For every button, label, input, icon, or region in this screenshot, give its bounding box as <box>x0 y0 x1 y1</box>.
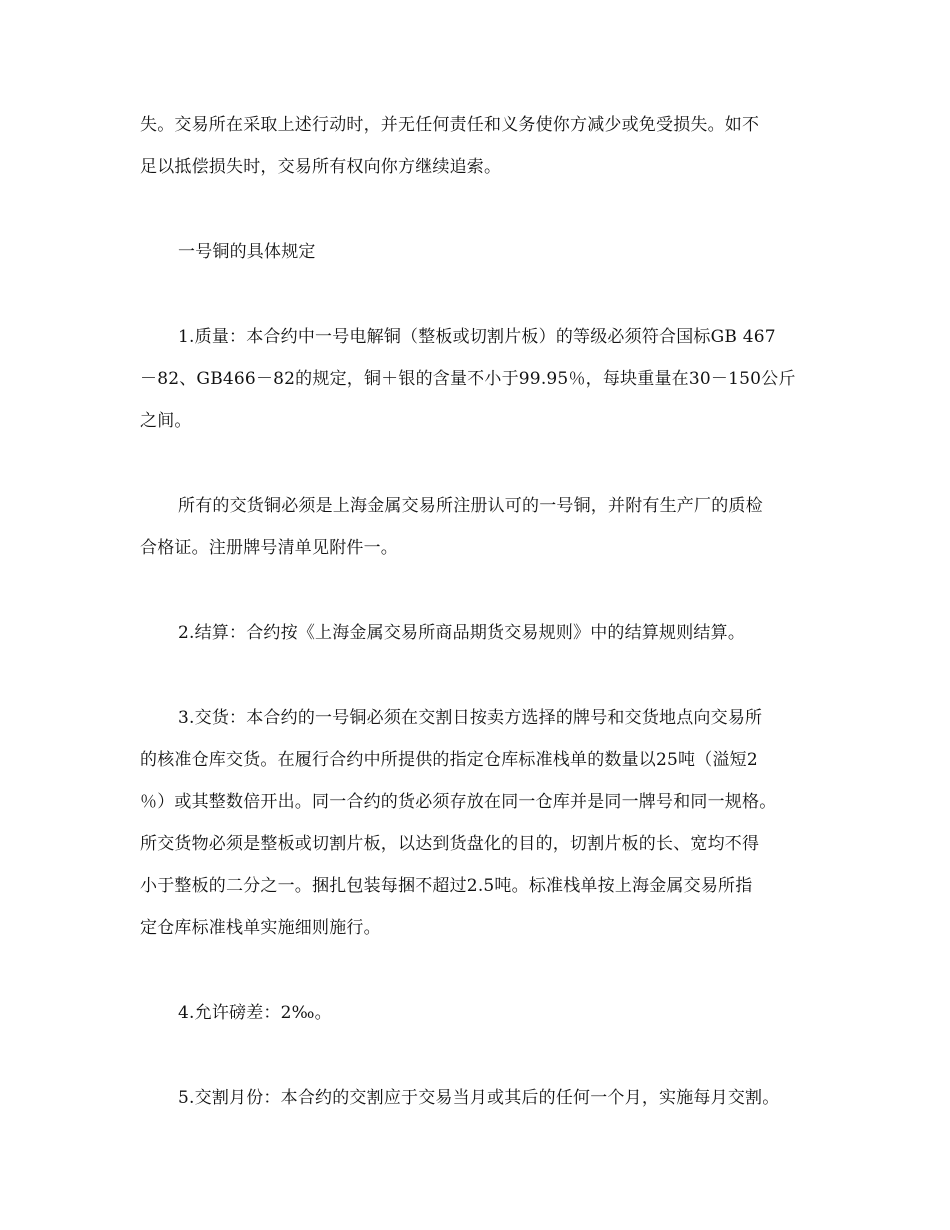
paragraph-line: 所有的交货铜必须是上海金属交易所注册认可的一号铜，并附有生产厂的质检 <box>178 496 763 516</box>
clause-quality-line: －82、GB466－82的规定，铜＋银的含量不小于99.95％，每块重量在30－150公斤 <box>140 369 796 389</box>
clause-quality-line: 1.质量：本合约中一号电解铜（整板或切割片板）的等级必须符合国标GB 467 <box>178 327 776 347</box>
clause-delivery-line: 所交货物必须是整板或切割片板，以达到货盘化的目的，切割片板的长、宽均不得 <box>140 834 760 854</box>
clause-quality-line: 之间。 <box>140 411 192 431</box>
clause-delivery-line: ％）或其整数倍开出。同一合约的货必须存放在同一仓库并是同一牌号和同一规格。 <box>140 792 777 812</box>
clause-delivery-line: 定仓库标准栈单实施细则施行。 <box>140 918 381 938</box>
paragraph-line: 合格证。注册牌号清单见附件一。 <box>140 538 398 558</box>
clause-settlement: 2.结算：合约按《上海金属交易所商品期货交易规则》中的结算规则结算。 <box>178 623 746 643</box>
clause-delivery-line: 的核准仓库交货。在履行合约中所提供的指定仓库标准栈单的数量以25吨（溢短2 <box>140 750 758 770</box>
paragraph-line: 失。交易所在采取上述行动时，并无任何责任和义务使你方减少或免受损失。如不 <box>140 115 760 135</box>
clause-delivery-line: 小于整板的二分之一。捆扎包装每捆不超过2.5吨。标准栈单按上海金属交易所指 <box>140 876 753 896</box>
paragraph-line: 足以抵偿损失时，交易所有权向你方继续追索。 <box>140 157 502 177</box>
clause-tolerance: 4.允许磅差：2‰。 <box>178 1003 332 1023</box>
clause-delivery-month: 5.交割月份：本合约的交割应于交易当月或其后的任何一个月，实施每月交割。 <box>178 1088 780 1108</box>
section-heading: 一号铜的具体规定 <box>178 242 316 262</box>
clause-delivery-line: 3.交货：本合约的一号铜必须在交割日按卖方选择的牌号和交货地点向交易所 <box>178 708 763 728</box>
